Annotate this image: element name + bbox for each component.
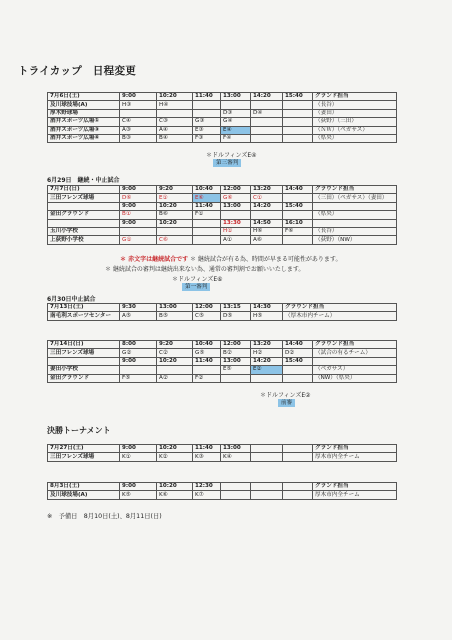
match-cell: G① <box>120 236 157 244</box>
ground-duty-cell: グラウンド担当 <box>313 186 397 194</box>
match-cell: K③ <box>193 453 221 461</box>
referee-role-badge: 前審 <box>278 399 295 407</box>
ground-duty-cell: （妻田） <box>313 109 397 117</box>
match-cell: 16:10 <box>283 219 313 227</box>
dolphins-note: ＊ドルフィンズE② <box>260 392 311 399</box>
ground-duty-cell: （試合の有るチーム） <box>313 349 397 357</box>
venue-cell: 三田フレンズ球場 <box>48 453 120 461</box>
match-cell: 13:15 <box>221 304 251 312</box>
schedule-table-july13 <box>47 303 397 321</box>
match-cell <box>283 483 313 491</box>
match-cell: F② <box>193 374 221 382</box>
match-cell <box>193 236 221 244</box>
match-cell: 14:20 <box>251 357 283 365</box>
venue-cell: 酒井スポーツ広場① <box>48 118 120 126</box>
match-cell <box>283 134 313 142</box>
match-cell <box>157 227 193 235</box>
match-cell: F⑤ <box>120 374 157 382</box>
match-cell: 9:00 <box>120 186 157 194</box>
referee-note: ＊ 継続試合の審判は継続出来ない為、通常の審判割でお願いいたします。 <box>105 266 305 273</box>
match-cell <box>251 483 283 491</box>
match-cell: 14:20 <box>251 93 283 101</box>
match-cell: 9:00 <box>120 219 157 227</box>
match-cell <box>221 483 251 491</box>
match-cell: A③ <box>120 126 157 134</box>
venue-cell: 及川球技場(A) <box>48 491 120 499</box>
match-cell: 11:40 <box>193 445 221 453</box>
table-row <box>48 341 397 349</box>
ground-duty-cell <box>313 202 397 210</box>
match-cell <box>120 227 157 235</box>
venue-cell: 7月14日(日) <box>48 341 120 349</box>
match-cell: 14:20 <box>251 202 283 210</box>
ground-duty-cell: （ＮＷ）（ペガサス） <box>313 126 397 134</box>
match-cell <box>251 101 283 109</box>
match-cell: D③ <box>221 109 251 117</box>
referee-role-badge: 第三審判 <box>213 159 241 167</box>
schedule-table-july7 <box>47 185 397 245</box>
table-row <box>48 134 397 142</box>
ground-duty-cell: （県央） <box>313 134 397 142</box>
match-cell <box>283 194 313 202</box>
venue-cell: 厚木野球場 <box>48 109 120 117</box>
match-cell: E① <box>157 194 193 202</box>
match-cell: 10:20 <box>157 219 193 227</box>
match-cell: 10:20 <box>157 357 193 365</box>
match-cell: B① <box>120 211 157 219</box>
match-cell <box>283 366 313 374</box>
match-cell: K⑥ <box>157 491 193 499</box>
match-cell: 14:40 <box>283 341 313 349</box>
venue-cell: 酒井スポーツ広場③ <box>48 126 120 134</box>
venue-cell: 妻田小学校 <box>48 366 120 374</box>
match-cell: C① <box>251 194 283 202</box>
match-cell: 15:40 <box>283 357 313 365</box>
venue-cell: 酒井スポーツ広場④ <box>48 134 120 142</box>
match-cell <box>193 101 221 109</box>
match-cell: D② <box>283 349 313 357</box>
match-cell: 13:20 <box>251 341 283 349</box>
match-cell: C⑤ <box>193 312 221 320</box>
match-cell: B⑥ <box>157 211 193 219</box>
ground-duty-cell: グラウンド担当 <box>313 341 397 349</box>
ground-duty-cell: 厚木市内全チーム <box>313 491 397 499</box>
table-row <box>48 219 397 227</box>
ground-duty-cell: （荻野）（NW） <box>313 236 397 244</box>
schedule-table-july14 <box>47 340 397 383</box>
ground-duty-cell: グラウンド担当 <box>283 304 397 312</box>
match-cell: 13:00 <box>221 93 251 101</box>
match-cell: 9:00 <box>120 202 157 210</box>
match-cell: 12:30 <box>193 483 221 491</box>
venue-cell: 金田グラウンド <box>48 374 120 382</box>
match-cell <box>251 126 283 134</box>
match-cell: E⑤ <box>221 366 251 374</box>
match-cell: B⑤ <box>157 312 193 320</box>
venue-cell <box>48 357 120 365</box>
ground-duty-cell: （県央） <box>313 211 397 219</box>
match-cell: 9:00 <box>120 357 157 365</box>
match-cell: E④ <box>221 126 251 134</box>
match-cell: H③ <box>120 101 157 109</box>
match-cell: 10:40 <box>193 186 221 194</box>
match-cell: 12:00 <box>221 186 251 194</box>
table-row <box>48 202 397 210</box>
match-cell <box>283 109 313 117</box>
venue-cell <box>48 219 120 227</box>
match-cell: K② <box>157 453 193 461</box>
match-cell: K① <box>120 453 157 461</box>
match-cell: 10:40 <box>193 341 221 349</box>
table-row <box>48 186 397 194</box>
ground-duty-cell: 厚木市内全チーム <box>313 453 397 461</box>
schedule-table-july6 <box>47 92 397 143</box>
match-cell: 13:20 <box>251 186 283 194</box>
reserve-days-note: ※ 予備日 8月10日(土)、8月11日(日) <box>47 513 162 520</box>
table-row <box>48 445 397 453</box>
match-cell: 9:00 <box>120 445 157 453</box>
match-cell <box>283 126 313 134</box>
match-cell <box>251 491 283 499</box>
match-cell: G④ <box>221 118 251 126</box>
venue-cell: 7月13日(土) <box>48 304 120 312</box>
match-cell: F③ <box>193 134 221 142</box>
match-cell: E② <box>251 366 283 374</box>
table-row <box>48 349 397 357</box>
match-cell <box>283 491 313 499</box>
match-cell: 10:20 <box>157 445 193 453</box>
table-row <box>48 126 397 134</box>
match-cell: E③ <box>193 126 221 134</box>
section-label-continued: 6月29日 継続・中止試合 <box>47 177 120 184</box>
match-cell: F⑥ <box>283 227 313 235</box>
match-cell <box>221 211 251 219</box>
match-cell <box>283 118 313 126</box>
match-cell: 15:40 <box>283 202 313 210</box>
venue-cell: 7月7日(日) <box>48 186 120 194</box>
ground-duty-cell: （三田）（ペガサス）（妻田） <box>313 194 397 202</box>
match-cell <box>157 366 193 374</box>
table-row <box>48 366 397 374</box>
match-cell <box>283 211 313 219</box>
match-cell: H① <box>221 227 251 235</box>
referee-role-badge: 第一審判 <box>182 283 210 291</box>
tournament-table-july27 <box>47 444 397 462</box>
match-cell: 10:20 <box>157 93 193 101</box>
match-cell <box>120 109 157 117</box>
venue-cell: 及川球技場(A) <box>48 101 120 109</box>
notes-line-1 <box>120 254 341 263</box>
table-row <box>48 453 397 461</box>
page-title: トライカップ 日程変更 <box>18 65 137 77</box>
match-cell <box>251 453 283 461</box>
match-cell: C② <box>157 349 193 357</box>
table-row <box>48 304 397 312</box>
match-cell: 13:00 <box>221 202 251 210</box>
match-cell: D④ <box>251 109 283 117</box>
match-cell: 8:00 <box>120 341 157 349</box>
match-cell: G③ <box>193 118 221 126</box>
match-cell: 15:40 <box>283 93 313 101</box>
match-cell <box>251 445 283 453</box>
match-cell <box>283 445 313 453</box>
venue-cell: 玉川小学校 <box>48 227 120 235</box>
match-cell: H④ <box>157 101 193 109</box>
match-cell: G② <box>120 349 157 357</box>
match-cell: 11:40 <box>193 93 221 101</box>
ground-duty-cell: （ペガサス） <box>313 366 397 374</box>
dolphins-note: ＊ドルフィンズE④ <box>206 152 257 159</box>
match-cell: G⑥ <box>221 194 251 202</box>
red-text-note: ＊ 赤文字は継続試合です <box>120 256 189 263</box>
match-cell: 12:00 <box>193 304 221 312</box>
venue-cell <box>48 202 120 210</box>
table-row <box>48 483 397 491</box>
match-cell <box>157 109 193 117</box>
match-cell: C③ <box>157 118 193 126</box>
match-cell: B④ <box>157 134 193 142</box>
match-cell <box>221 374 251 382</box>
match-cell: 10:20 <box>157 483 193 491</box>
match-cell <box>283 453 313 461</box>
match-cell <box>193 109 221 117</box>
ground-duty-cell: グランド担当 <box>313 445 397 453</box>
match-cell <box>283 101 313 109</box>
match-cell: K⑤ <box>120 491 157 499</box>
match-cell: C⑥ <box>157 236 193 244</box>
match-cell: 9:00 <box>120 93 157 101</box>
ground-duty-cell: グランド担当 <box>313 483 397 491</box>
match-cell <box>251 211 283 219</box>
table-row <box>48 374 397 382</box>
table-row <box>48 101 397 109</box>
match-cell: G⑤ <box>193 349 221 357</box>
match-cell: 12:00 <box>221 341 251 349</box>
venue-cell: 三田フレンズ球場 <box>48 194 120 202</box>
match-cell: 14:50 <box>251 219 283 227</box>
ground-duty-cell: （NW）（県央） <box>313 374 397 382</box>
venue-cell: 上荻野小学校 <box>48 236 120 244</box>
match-cell <box>251 374 283 382</box>
match-cell: 14:30 <box>251 304 283 312</box>
section-label-cancelled: 6月30日中止試合 <box>47 296 96 303</box>
match-cell: 9:20 <box>157 341 193 349</box>
match-cell: 13:00 <box>221 445 251 453</box>
match-cell: 10:20 <box>157 202 193 210</box>
table-row <box>48 227 397 235</box>
table-row <box>48 312 397 320</box>
match-cell: H⑤ <box>251 312 283 320</box>
match-cell <box>251 118 283 126</box>
venue-cell: 金田グラウンド <box>48 211 120 219</box>
venue-cell: 8月3日(土) <box>48 483 120 491</box>
table-row <box>48 357 397 365</box>
match-cell: K⑦ <box>193 491 221 499</box>
venue-cell: 南毛利スポーツセンター <box>48 312 120 320</box>
match-cell <box>193 219 221 227</box>
match-cell: 13:30 <box>221 219 251 227</box>
match-cell: A④ <box>157 126 193 134</box>
match-cell <box>193 227 221 235</box>
match-cell <box>221 101 251 109</box>
table-row <box>48 194 397 202</box>
ground-duty-cell <box>313 219 397 227</box>
match-cell: A⑤ <box>120 312 157 320</box>
ground-duty-cell: （長谷） <box>313 227 397 235</box>
match-cell <box>221 491 251 499</box>
ground-duty-cell: グランド担当 <box>313 93 397 101</box>
table-row <box>48 118 397 126</box>
match-cell: 14:40 <box>283 186 313 194</box>
match-cell: H⑥ <box>251 227 283 235</box>
match-cell: 9:20 <box>157 186 193 194</box>
match-cell: B② <box>221 349 251 357</box>
match-cell: D⑤ <box>221 312 251 320</box>
match-cell: A① <box>221 236 251 244</box>
match-cell: F① <box>193 211 221 219</box>
ground-duty-cell <box>313 357 397 365</box>
match-cell <box>120 366 157 374</box>
tournament-table-aug3 <box>47 482 397 500</box>
table-row <box>48 236 397 244</box>
venue-cell: 三田フレンズ球場 <box>48 349 120 357</box>
match-cell: F④ <box>221 134 251 142</box>
match-cell <box>251 134 283 142</box>
match-cell: 11:40 <box>193 357 221 365</box>
ground-duty-cell: （長谷） <box>313 101 397 109</box>
match-cell <box>193 366 221 374</box>
match-cell: K④ <box>221 453 251 461</box>
ground-duty-cell: （厚木市内チーム） <box>283 312 397 320</box>
match-cell: D⑥ <box>120 194 157 202</box>
venue-cell: 7月6日(土) <box>48 93 120 101</box>
match-cell: 13:00 <box>221 357 251 365</box>
match-cell: 11:40 <box>193 202 221 210</box>
match-cell: B③ <box>120 134 157 142</box>
match-cell: A② <box>157 374 193 382</box>
match-cell: 13:00 <box>157 304 193 312</box>
table-row <box>48 491 397 499</box>
match-cell <box>283 374 313 382</box>
tournament-title: 決勝トーナメント <box>47 426 111 435</box>
match-cell: 9:00 <box>120 483 157 491</box>
venue-cell: 7月27日(土) <box>48 445 120 453</box>
match-cell: E⑥ <box>193 194 221 202</box>
match-cell: 9:30 <box>120 304 157 312</box>
match-cell: A⑥ <box>251 236 283 244</box>
match-cell: C④ <box>120 118 157 126</box>
match-cell: H② <box>251 349 283 357</box>
table-row <box>48 211 397 219</box>
dolphins-note: ＊ドルフィンズE⑥ <box>172 276 223 283</box>
match-cell <box>283 236 313 244</box>
ground-duty-cell: （荻野）（三田） <box>313 118 397 126</box>
early-time-note: ＊ 継続試合が有る為、時間が早まる可能性があります。 <box>190 256 342 263</box>
table-row <box>48 93 397 101</box>
table-row <box>48 109 397 117</box>
